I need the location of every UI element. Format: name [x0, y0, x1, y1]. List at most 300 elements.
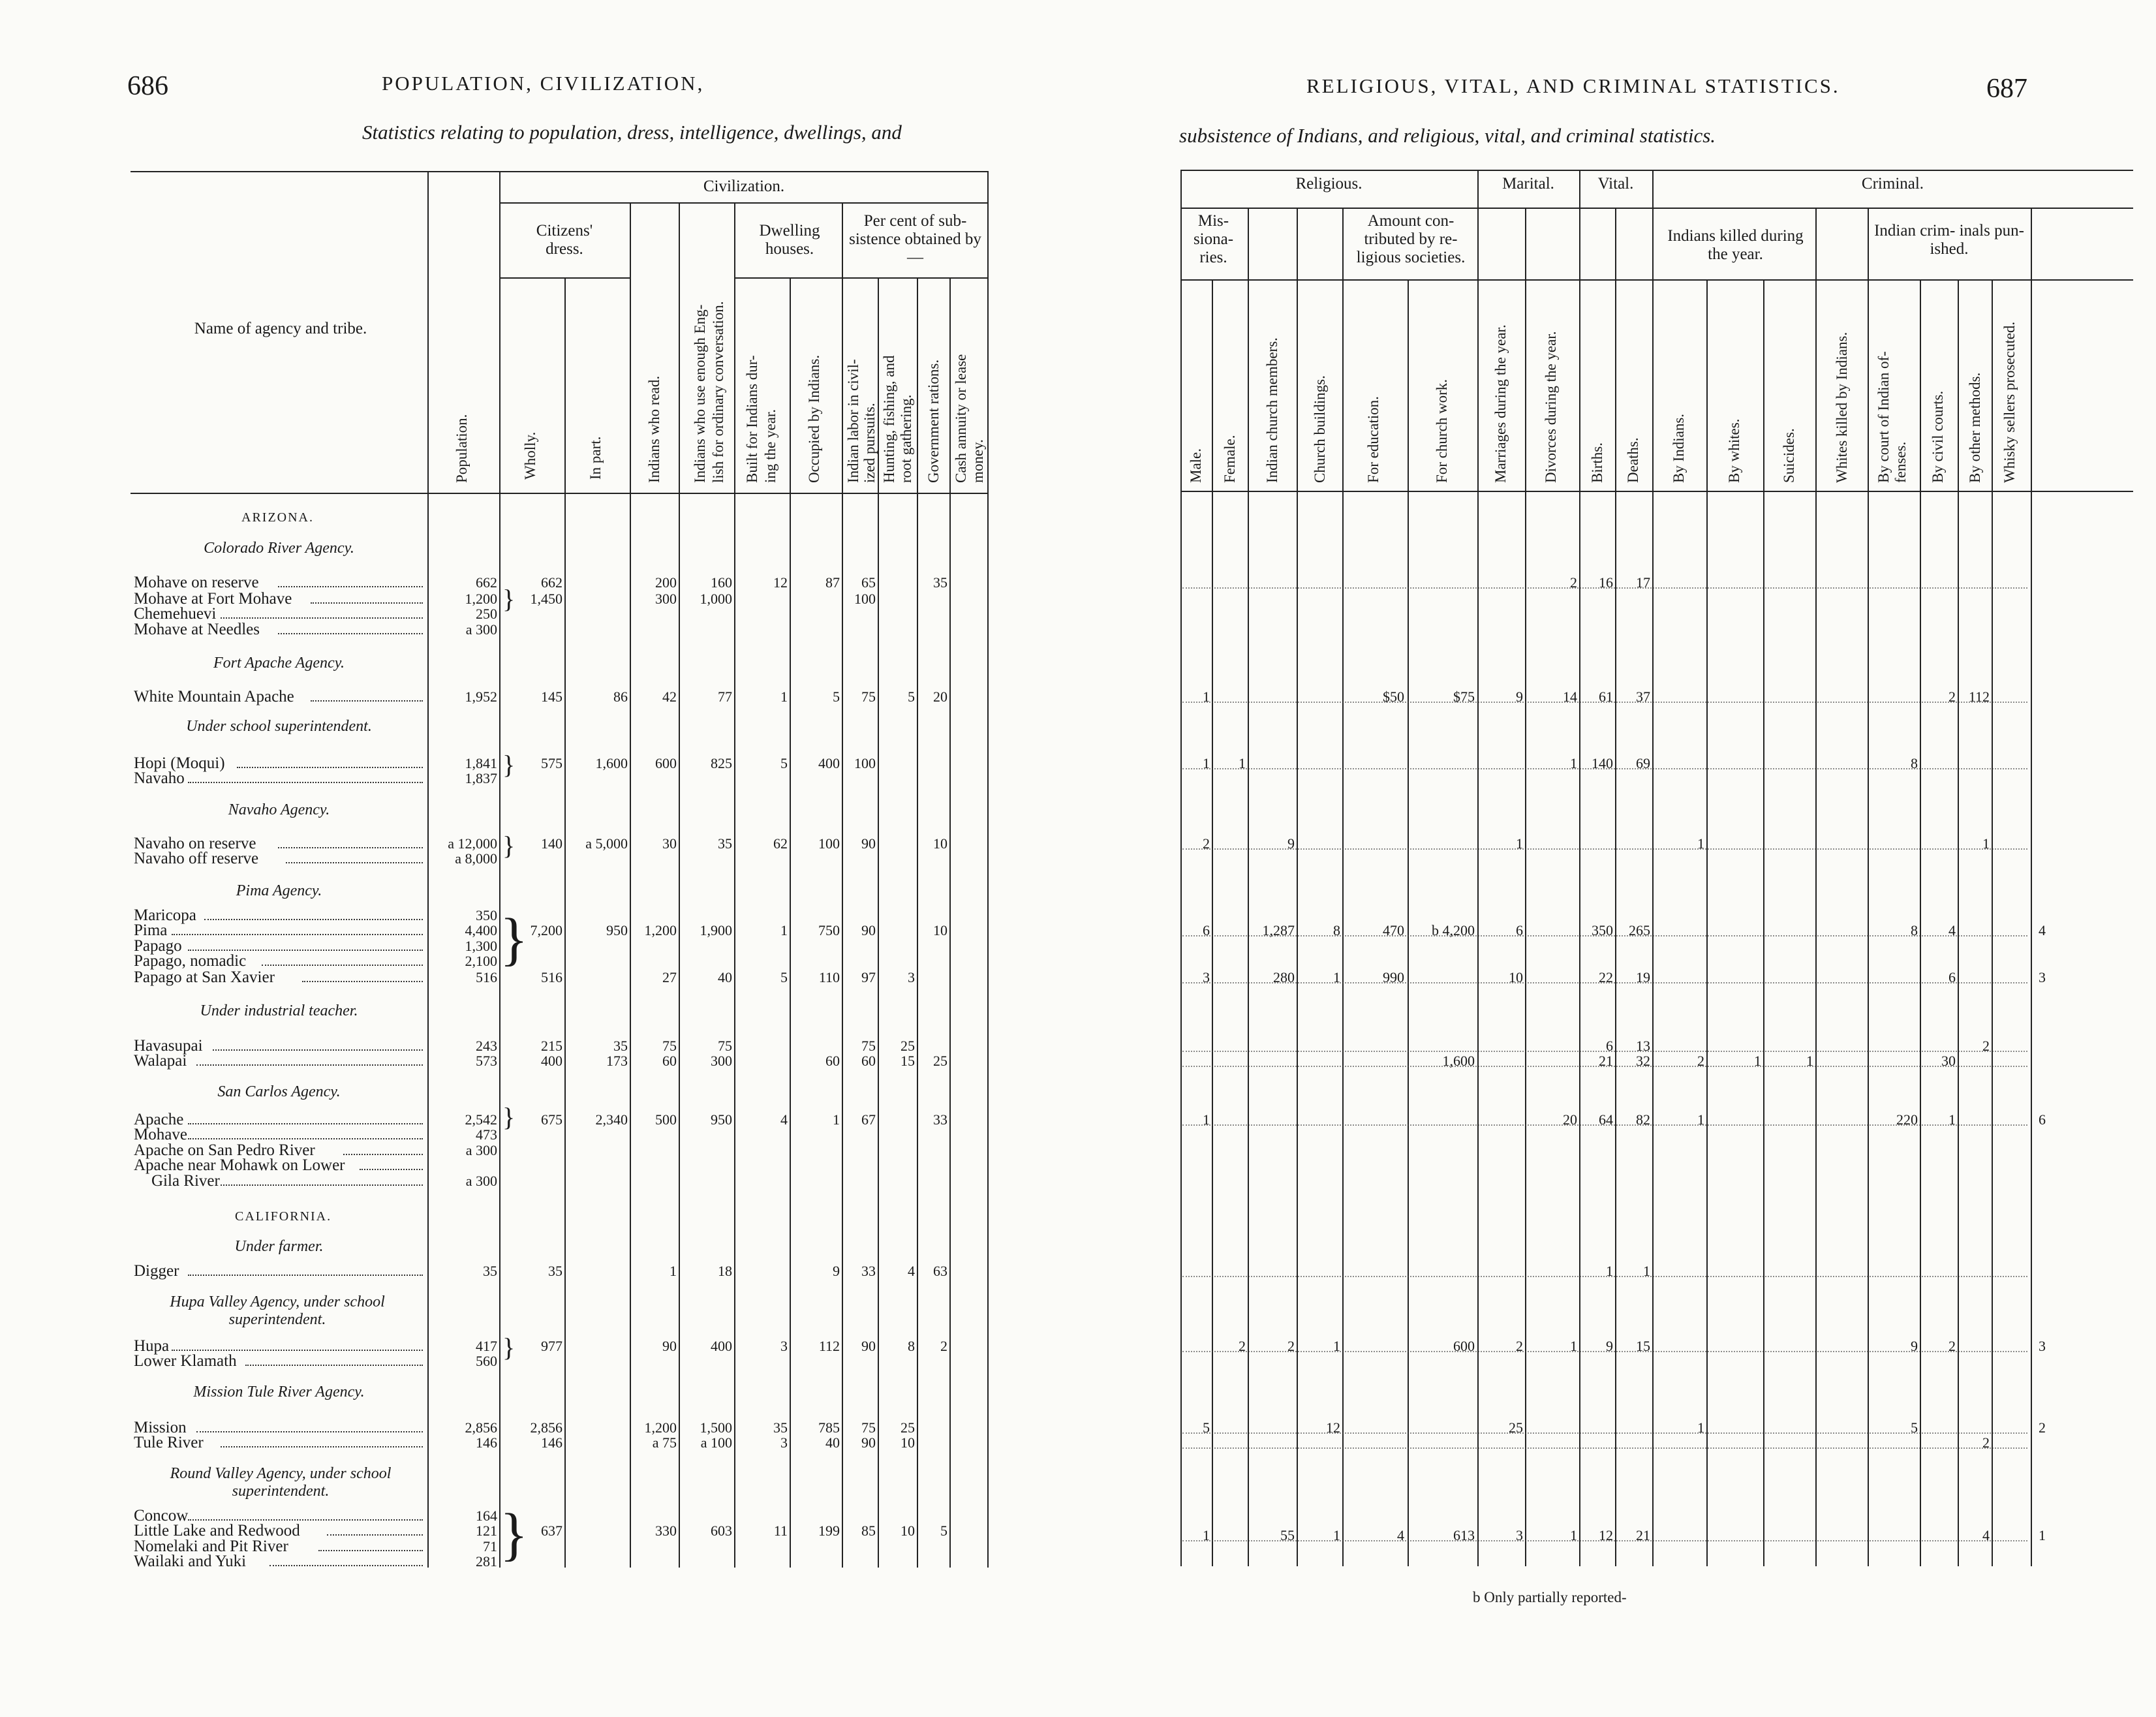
cell-rations: 25: [933, 1053, 947, 1069]
cell-marr: 1: [1516, 835, 1523, 852]
cell-pop: 1,300: [465, 938, 497, 954]
cell-other: 4: [1982, 1527, 1990, 1543]
tribe-name: Wailaki and Yuki: [134, 1553, 247, 1570]
cell-labor: 100: [854, 591, 876, 607]
header-amount: Amount con- tributed by re- ligious societies.: [1356, 212, 1466, 266]
cell-read: 90: [662, 1338, 677, 1354]
col-rule: [1615, 208, 1616, 1566]
cell-english: 1,500: [700, 1419, 732, 1436]
cell-deaths: 17: [1636, 574, 1650, 591]
cell-births: 6: [1606, 1038, 1613, 1054]
header-other: By other methods.: [1967, 372, 1983, 483]
cell-labor: 97: [861, 969, 876, 985]
footnote: b Only partially reported-: [1473, 1589, 1627, 1605]
cell-edu: 990: [1383, 969, 1404, 985]
tribe-name: Apache near Mohawk on Lower: [134, 1156, 345, 1174]
state-heading: CALIFORNIA.: [235, 1209, 332, 1224]
cell-civil: 1: [1948, 1111, 1956, 1128]
cell-rations: 10: [933, 835, 947, 852]
cell-wholly: 516: [541, 969, 562, 985]
cell-male: 1: [1203, 755, 1210, 771]
header-bottom-rule: [1180, 491, 2133, 492]
table-top-rule: [131, 171, 989, 172]
cell-occupied: 100: [818, 835, 840, 852]
agency-heading: Under farmer.: [234, 1238, 324, 1255]
cell-rations: 63: [933, 1263, 947, 1279]
cell-labor: 75: [861, 1038, 876, 1054]
header-citizens-dress: Citizens' dress.: [536, 222, 593, 258]
cell-marr: 9: [1516, 688, 1523, 705]
leader-dots: [245, 1355, 424, 1366]
header-civilization: Civilization.: [703, 178, 785, 195]
cell-marr: 10: [1509, 969, 1523, 985]
leader-dots: [311, 691, 424, 702]
cell-deaths: 13: [1636, 1038, 1650, 1054]
cell-occupied: 750: [818, 922, 840, 938]
leader-dots: [213, 1040, 424, 1051]
cell-deaths: 15: [1636, 1338, 1650, 1354]
agency-heading: Colorado River Agency.: [204, 540, 354, 557]
cell-rations: 2: [940, 1338, 947, 1354]
cell-buildings: 12: [1326, 1419, 1340, 1436]
leader-dots: [196, 1422, 424, 1432]
leader-dots: [172, 925, 423, 935]
cell-read: 300: [655, 591, 677, 607]
col-rule: [499, 171, 501, 1568]
header-vital: Vital.: [1597, 175, 1634, 193]
brace: }: [502, 831, 516, 860]
leader-dots: [188, 940, 423, 951]
cell-pop: 473: [476, 1126, 497, 1143]
cell-court: 9: [1911, 1338, 1918, 1354]
tribe-name: Hopi (Moqui): [134, 754, 225, 772]
tribe-name: Hupa: [134, 1337, 170, 1355]
cell-pop: 146: [476, 1434, 497, 1451]
header-court: By court of Indian of- fenses.: [1875, 351, 1909, 483]
cell-members: 9: [1287, 835, 1295, 852]
header-divorces: Divorces during the year.: [1543, 331, 1559, 483]
header-marital: Marital.: [1502, 175, 1554, 193]
cell-buildings: 1: [1333, 1338, 1340, 1354]
cell-court: 220: [1896, 1111, 1918, 1128]
tribe-name: Navaho: [134, 769, 185, 787]
cell-edu: 4: [1397, 1527, 1404, 1543]
cell-pop: a 300: [465, 1173, 497, 1189]
tribe-name: Lower Klamath: [134, 1352, 237, 1370]
col-rule: [1920, 279, 1921, 1566]
tribe-name: Papago: [134, 937, 182, 955]
cell-in-part: 1,600: [595, 755, 628, 771]
cell-edu: $50: [1383, 688, 1404, 705]
tribe-name: Chemehuevi: [134, 605, 217, 623]
cell-whisky: 3: [2039, 969, 2046, 985]
brace: }: [502, 750, 516, 779]
col-rule: [917, 277, 918, 1568]
cell-pop: 281: [476, 1553, 497, 1570]
cell-read: 600: [655, 755, 677, 771]
leader-dots: [262, 955, 424, 966]
cell-male: 1: [1203, 1111, 1210, 1128]
col-rule: [1342, 208, 1344, 1566]
cell-pop: 164: [476, 1508, 497, 1524]
cell-wholly: 140: [541, 835, 562, 852]
cell-pop: 71: [483, 1538, 497, 1555]
cell-english: 1,000: [700, 591, 732, 607]
leader-dots: [1182, 1423, 2027, 1434]
cell-court: 5: [1911, 1419, 1918, 1436]
header-in-part: In part.: [587, 436, 604, 480]
cell-hunting: 5: [908, 688, 915, 705]
col-rule: [1706, 279, 1708, 1566]
cell-civil: 2: [1948, 688, 1956, 705]
cell-labor: 85: [861, 1523, 876, 1539]
leader-dots: [327, 1525, 424, 1536]
cell-labor: 100: [854, 755, 876, 771]
cell-members: 2: [1287, 1338, 1295, 1354]
cell-civil: 30: [1941, 1053, 1956, 1069]
leader-dots: [343, 1145, 424, 1155]
tribe-name: Papago at San Xavier: [134, 968, 275, 986]
leader-dots: [360, 1160, 424, 1170]
table-caption: subsistence of Indians, and religious, vital, and criminal statistics.: [1179, 124, 1716, 147]
cell-deaths: 265: [1629, 922, 1650, 938]
tribe-name: Maricopa: [134, 906, 196, 924]
col-rule: [1992, 279, 1993, 1566]
cell-wholly: 662: [541, 574, 562, 591]
header-male: Male.: [1188, 448, 1204, 483]
cell-male: 3: [1203, 969, 1210, 985]
cell-read: 200: [655, 574, 677, 591]
tribe-name: Navaho on reserve: [134, 835, 256, 852]
cell-built: 3: [780, 1434, 788, 1451]
col-rule: [564, 277, 566, 1568]
header-cash-2: money.: [970, 439, 986, 483]
cell-pop: 250: [476, 606, 497, 622]
cell-labor: 60: [861, 1053, 876, 1069]
cell-hunting: 25: [901, 1419, 915, 1436]
cell-in-part: 950: [606, 922, 628, 938]
cell-births: 140: [1592, 755, 1613, 771]
cell-pop: 573: [476, 1053, 497, 1069]
cell-built: 5: [780, 969, 788, 985]
header-punished: Indian crim- inals pun- ished.: [1874, 222, 2024, 258]
cell-english: 77: [718, 688, 732, 705]
cell-wholly: 35: [548, 1263, 562, 1279]
leader-dots: [1182, 1267, 2027, 1277]
cell-buildings: 8: [1333, 922, 1340, 938]
cell-occupied: 1: [833, 1111, 840, 1128]
tribe-name: Concow: [134, 1507, 189, 1524]
cell-hunting: 10: [901, 1434, 915, 1451]
tribe-name: Pima: [134, 921, 168, 939]
agency-heading: Hupa Valley Agency, under school superintendent.: [170, 1293, 385, 1328]
brace: }: [500, 907, 529, 972]
leader-dots: [221, 1437, 423, 1447]
leader-dots: [278, 624, 424, 634]
cell-in-part: 173: [606, 1053, 628, 1069]
header-killed: Indians killed during the year.: [1667, 227, 1804, 263]
cell-byind: 2: [1697, 1053, 1704, 1069]
leader-dots: [1182, 926, 2027, 936]
cell-read: 500: [655, 1111, 677, 1128]
cell-built: 11: [773, 1523, 788, 1539]
leader-dots: [1182, 692, 2027, 703]
header-bottom-rule: [131, 493, 989, 494]
cell-other: 2: [1982, 1434, 1990, 1451]
cell-buildings: 1: [1333, 969, 1340, 985]
cell-court: 8: [1911, 922, 1918, 938]
cell-labor: 65: [861, 574, 876, 591]
tribe-name: Gila River: [151, 1172, 220, 1190]
cell-bywhite: 1: [1754, 1053, 1761, 1069]
cell-english: 825: [711, 755, 732, 771]
cell-whisky: 1: [2039, 1527, 2046, 1543]
page-number: 686: [127, 71, 168, 101]
cell-births: 350: [1592, 922, 1613, 938]
cell-built: 3: [780, 1338, 788, 1354]
leader-dots: [172, 1340, 423, 1351]
leader-dots: [1182, 973, 2027, 983]
cell-english: a 100: [700, 1434, 732, 1451]
agency-heading: San Carlos Agency.: [217, 1083, 341, 1100]
cell-male: 6: [1203, 922, 1210, 938]
cell-occupied: 5: [833, 688, 840, 705]
agency-heading: Round Valley Agency, under school superintendent.: [170, 1465, 392, 1500]
cell-pop: 350: [476, 907, 497, 923]
agency-heading: Under school superintendent.: [186, 718, 372, 735]
cell-deaths: 19: [1636, 969, 1650, 985]
cell-hunting: 3: [908, 969, 915, 985]
leader-dots: [188, 1114, 423, 1124]
cell-labor: 75: [861, 1419, 876, 1436]
cell-rations: 35: [933, 574, 947, 591]
brace: }: [502, 1102, 516, 1132]
cell-births: 9: [1606, 1338, 1613, 1354]
cell-court: 8: [1911, 755, 1918, 771]
cell-div: 1: [1570, 1527, 1577, 1543]
cell-read: 42: [662, 688, 677, 705]
tribe-name: Tule River: [134, 1434, 204, 1451]
civilization-rule: [499, 202, 989, 204]
cell-female: 2: [1239, 1338, 1246, 1354]
cell-wholly: 145: [541, 688, 562, 705]
cell-read: 27: [662, 969, 677, 985]
cell-english: 950: [711, 1111, 732, 1128]
leader-dots: [270, 1556, 423, 1566]
leader-dots: [1182, 1438, 2027, 1449]
leader-dots: [1182, 1057, 2027, 1067]
cell-labor: 67: [861, 1111, 876, 1128]
agency-heading: Mission Tule River Agency.: [193, 1384, 365, 1400]
cell-occupied: 87: [825, 574, 840, 591]
tribe-name: Nomelaki and Pit River: [134, 1538, 288, 1555]
header-rations: Government rations.: [925, 359, 942, 483]
col-rule: [734, 202, 735, 1568]
leader-dots: [286, 853, 423, 863]
cell-labor: 90: [861, 1434, 876, 1451]
cell-suic: 1: [1806, 1053, 1813, 1069]
cell-civil: 6: [1948, 969, 1956, 985]
tribe-name: Mohave at Fort Mohave: [134, 590, 292, 608]
cell-built: 62: [773, 835, 788, 852]
cell-male: 2: [1203, 835, 1210, 852]
cell-occupied: 400: [818, 755, 840, 771]
cell-built: 4: [780, 1111, 788, 1128]
cell-other: 2: [1982, 1038, 1990, 1054]
running-head: POPULATION, CIVILIZATION,: [382, 72, 705, 95]
col-rule: [1579, 170, 1580, 1566]
col-rule: [1763, 279, 1764, 1566]
leader-dots: [188, 1265, 423, 1276]
agency-heading: Navaho Agency.: [228, 801, 330, 818]
cell-built: 1: [780, 688, 788, 705]
cell-div: 1: [1570, 1338, 1577, 1354]
tribe-name: Little Lake and Redwood: [134, 1522, 300, 1539]
cell-english: 160: [711, 574, 732, 591]
cell-read: 330: [655, 1523, 677, 1539]
header-religious: Religious.: [1295, 175, 1363, 193]
cell-female: 1: [1239, 755, 1246, 771]
cell-work: $75: [1453, 688, 1475, 705]
brace: }: [502, 1333, 516, 1362]
cell-births: 61: [1599, 688, 1613, 705]
cell-english: 1,900: [700, 922, 732, 938]
cell-deaths: 69: [1636, 755, 1650, 771]
col-rule: [2031, 208, 2032, 1566]
col-rule: [1815, 208, 1817, 1566]
cell-wholly: 400: [541, 1053, 562, 1069]
header-read: Indians who read.: [646, 375, 662, 483]
cell-english: 75: [718, 1038, 732, 1054]
cell-rations: 33: [933, 1111, 947, 1128]
cell-members: 1,287: [1262, 922, 1295, 938]
cell-occupied: 40: [825, 1434, 840, 1451]
header-english-2: lish for ordinary conversation.: [710, 301, 726, 483]
header-wholly: Wholly.: [522, 431, 538, 480]
leader-dots: [318, 1541, 423, 1551]
cell-labor: 33: [861, 1263, 876, 1279]
cell-pop: 2,100: [465, 953, 497, 969]
cell-deaths: 1: [1643, 1263, 1650, 1279]
cell-male: 1: [1203, 1527, 1210, 1543]
cell-div: 20: [1563, 1111, 1577, 1128]
cell-built: 5: [780, 755, 788, 771]
cell-in-part: 86: [613, 688, 628, 705]
cell-members: 55: [1280, 1527, 1295, 1543]
cell-births: 16: [1599, 574, 1613, 591]
cell-pop: a 300: [465, 1142, 497, 1158]
cell-births: 12: [1599, 1527, 1613, 1543]
cell-occupied: 60: [825, 1053, 840, 1069]
col-rule: [1477, 170, 1479, 1566]
cell-whisky: 6: [2039, 1111, 2046, 1128]
col-rule: [1652, 170, 1654, 1566]
leader-dots: [188, 773, 423, 783]
header-female: Female.: [1222, 435, 1238, 483]
header-population: Population.: [454, 414, 470, 483]
leader-dots: [1182, 578, 2027, 589]
cell-deaths: 32: [1636, 1053, 1650, 1069]
cell-births: 22: [1599, 969, 1613, 985]
leader-dots: [204, 910, 423, 920]
cell-wholly: 146: [541, 1434, 562, 1451]
table-top-rule: [1180, 170, 2133, 171]
leader-dots: [1182, 1115, 2027, 1126]
cell-pop: 662: [476, 574, 497, 591]
agency-heading: Under industrial teacher.: [200, 1002, 358, 1019]
cell-buildings: 1: [1333, 1527, 1340, 1543]
col-rule: [790, 277, 791, 1568]
cell-occupied: 199: [818, 1523, 840, 1539]
cell-occupied: 9: [833, 1263, 840, 1279]
cell-work: b 4,200: [1432, 922, 1475, 938]
cell-hunting: 8: [908, 1338, 915, 1354]
leader-dots: [302, 972, 423, 982]
col-rule: [1525, 208, 1526, 1566]
cell-marr: 2: [1516, 1338, 1523, 1354]
cell-pop: 417: [476, 1338, 497, 1354]
header-criminal: Criminal.: [1861, 175, 1924, 193]
tribe-name: Apache on San Pedro River: [134, 1141, 315, 1159]
header-by-indians: By Indians.: [1671, 413, 1687, 483]
leader-dots: [196, 1055, 424, 1066]
col-rule: [1868, 208, 1869, 1566]
leader-dots: [188, 1510, 423, 1521]
leader-dots: [1182, 1042, 2027, 1052]
cell-labor: 90: [861, 835, 876, 852]
cell-deaths: 37: [1636, 688, 1650, 705]
header-built-1: Built for Indians dur-: [744, 355, 760, 483]
leader-dots: [221, 608, 423, 619]
cell-pop: 35: [483, 1263, 497, 1279]
cell-pop: 2,542: [465, 1111, 497, 1128]
header-hunting-1: Hunting, fishing, and: [881, 355, 897, 483]
running-head: RELIGIOUS, VITAL, AND CRIMINAL STATISTICS.: [1306, 74, 1840, 97]
cell-hunting: 4: [908, 1263, 915, 1279]
cell-members: 280: [1273, 969, 1295, 985]
leader-dots: [1182, 1531, 2027, 1541]
cell-read: 75: [662, 1038, 677, 1054]
col-rule: [630, 202, 631, 1568]
col-rule: [842, 202, 843, 1568]
cell-wholly: 637: [541, 1523, 562, 1539]
brace: }: [502, 584, 516, 613]
cell-civil: 2: [1948, 1338, 1956, 1354]
cell-edu: 470: [1383, 922, 1404, 938]
cell-other: 112: [1968, 688, 1990, 705]
header-deaths: Deaths.: [1625, 437, 1641, 483]
cell-pop: 1,841: [465, 755, 497, 771]
cell-pop: 1,200: [465, 591, 497, 607]
cell-male: 1: [1203, 688, 1210, 705]
cell-labor: 75: [861, 688, 876, 705]
header-labor-1: Indian labor in civil-: [845, 359, 861, 483]
cell-pop: 1,952: [465, 688, 497, 705]
cell-deaths: 21: [1636, 1527, 1650, 1543]
header-subsistence: Per cent of sub- sistence obtained by—: [849, 212, 981, 266]
right-page: [1078, 0, 2156, 1717]
header-occupied: Occupied by Indians.: [806, 354, 822, 483]
cell-byind: 1: [1697, 835, 1704, 852]
header-english-1: Indians who use enough Eng-: [692, 304, 708, 483]
header-cash-1: Cash annuity or lease: [953, 354, 969, 483]
header-labor-2: ized pursuits.: [861, 403, 878, 483]
col-rule: [1180, 170, 1182, 1566]
header-dwelling: Dwelling houses.: [759, 222, 820, 258]
subsistence-rule: [842, 277, 989, 279]
tribe-name: Mohave on reserve: [134, 574, 259, 591]
header-built-2: ing the year.: [762, 409, 778, 483]
